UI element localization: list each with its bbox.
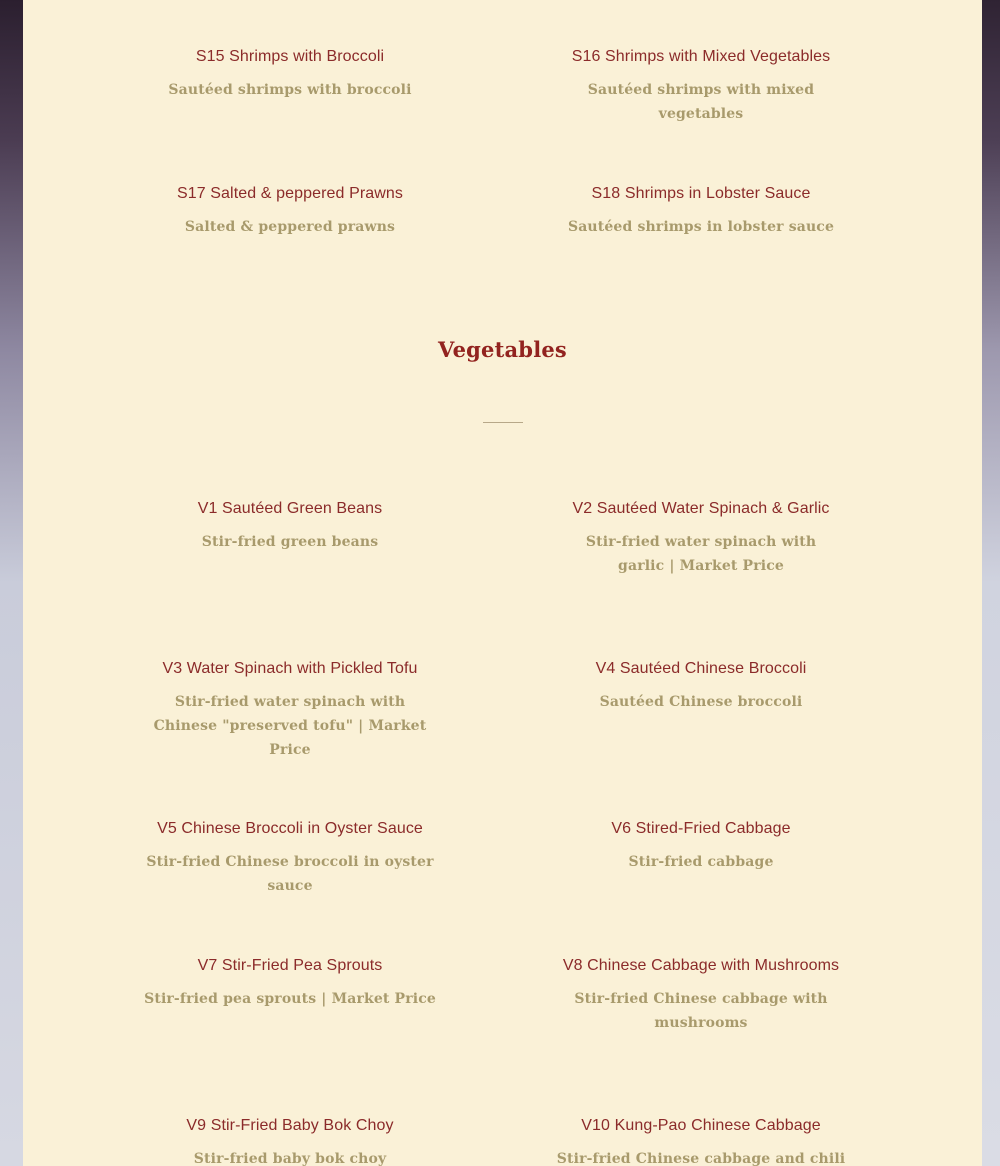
menu-item-title: V2 Sautéed Water Spinach & Garlic	[572, 500, 830, 517]
menu-item-v4	[551, 660, 851, 714]
menu-item-v2	[561, 500, 841, 578]
menu-item-description: Salted & peppered prawns	[184, 219, 396, 235]
menu-item-title: V9 Stir-Fried Baby Bok Choy	[186, 1117, 394, 1134]
menu-item-s16	[551, 48, 851, 126]
menu-item-description: Sautéed shrimps with broccoli	[168, 82, 412, 98]
menu-item-description: Sautéed shrimps in lobster sauce	[567, 219, 835, 235]
menu-item-title: V10 Kung-Pao Chinese Cabbage	[581, 1117, 821, 1134]
menu-item-v5	[125, 820, 455, 898]
menu-item-description: Stir-fried water spinach with garlic | Market Price	[585, 534, 817, 574]
menu-item-description: Stir-fried baby bok choy	[193, 1151, 387, 1166]
menu-item-v7	[135, 957, 445, 1011]
menu-item-description: Sautéed Chinese broccoli	[599, 694, 803, 710]
right-background-strip	[982, 0, 1000, 1166]
menu-item-title: V3 Water Spinach with Pickled Tofu	[162, 660, 418, 677]
menu-item-title: S17 Salted & peppered Prawns	[176, 185, 404, 202]
menu-item-title: V8 Chinese Cabbage with Mushrooms	[562, 957, 840, 974]
menu-item-title: V4 Sautéed Chinese Broccoli	[595, 660, 807, 677]
menu-item-description: Stir-fried cabbage	[628, 854, 774, 870]
menu-item-description: Stir-fried Chinese broccoli in oyster sauce	[146, 854, 434, 894]
section-title-vegetables: Vegetables	[438, 337, 567, 362]
menu-item-v9	[135, 1117, 445, 1166]
menu-item-s18	[551, 185, 851, 239]
menu-item-description: Sautéed shrimps with mixed vegetables	[587, 82, 815, 122]
menu-item-v6	[551, 820, 851, 874]
menu-item-v1	[135, 500, 445, 554]
section-divider	[483, 422, 523, 423]
menu-item-description: Stir-fried green beans	[201, 534, 379, 550]
menu-item-title: S16 Shrimps with Mixed Vegetables	[571, 48, 831, 65]
menu-item-v8	[556, 957, 846, 1035]
menu-item-title: S18 Shrimps in Lobster Sauce	[591, 185, 811, 202]
menu-panel	[23, 0, 982, 1166]
menu-item-title: V6 Stired-Fried Cabbage	[611, 820, 791, 837]
menu-item-v10	[551, 1117, 851, 1166]
menu-item-title: V5 Chinese Broccoli in Oyster Sauce	[157, 820, 423, 837]
menu-item-v3	[145, 660, 435, 762]
left-background-strip	[0, 0, 23, 1166]
menu-item-description: Stir-fried Chinese cabbage with mushrooms	[574, 991, 828, 1031]
menu-item-description: Stir-fried pea sprouts | Market Price	[144, 991, 436, 1007]
menu-item-title: V7 Stir-Fried Pea Sprouts	[197, 957, 383, 974]
menu-item-s15	[135, 48, 445, 102]
menu-item-title: S15 Shrimps with Broccoli	[195, 48, 385, 65]
menu-item-description: Stir-fried Chinese cabbage and chili	[556, 1151, 846, 1166]
menu-item-s17	[135, 185, 445, 239]
menu-item-description: Stir-fried water spinach with Chinese "preserved tofu" | Market Price	[153, 694, 427, 758]
menu-item-title: V1 Sautéed Green Beans	[197, 500, 383, 517]
